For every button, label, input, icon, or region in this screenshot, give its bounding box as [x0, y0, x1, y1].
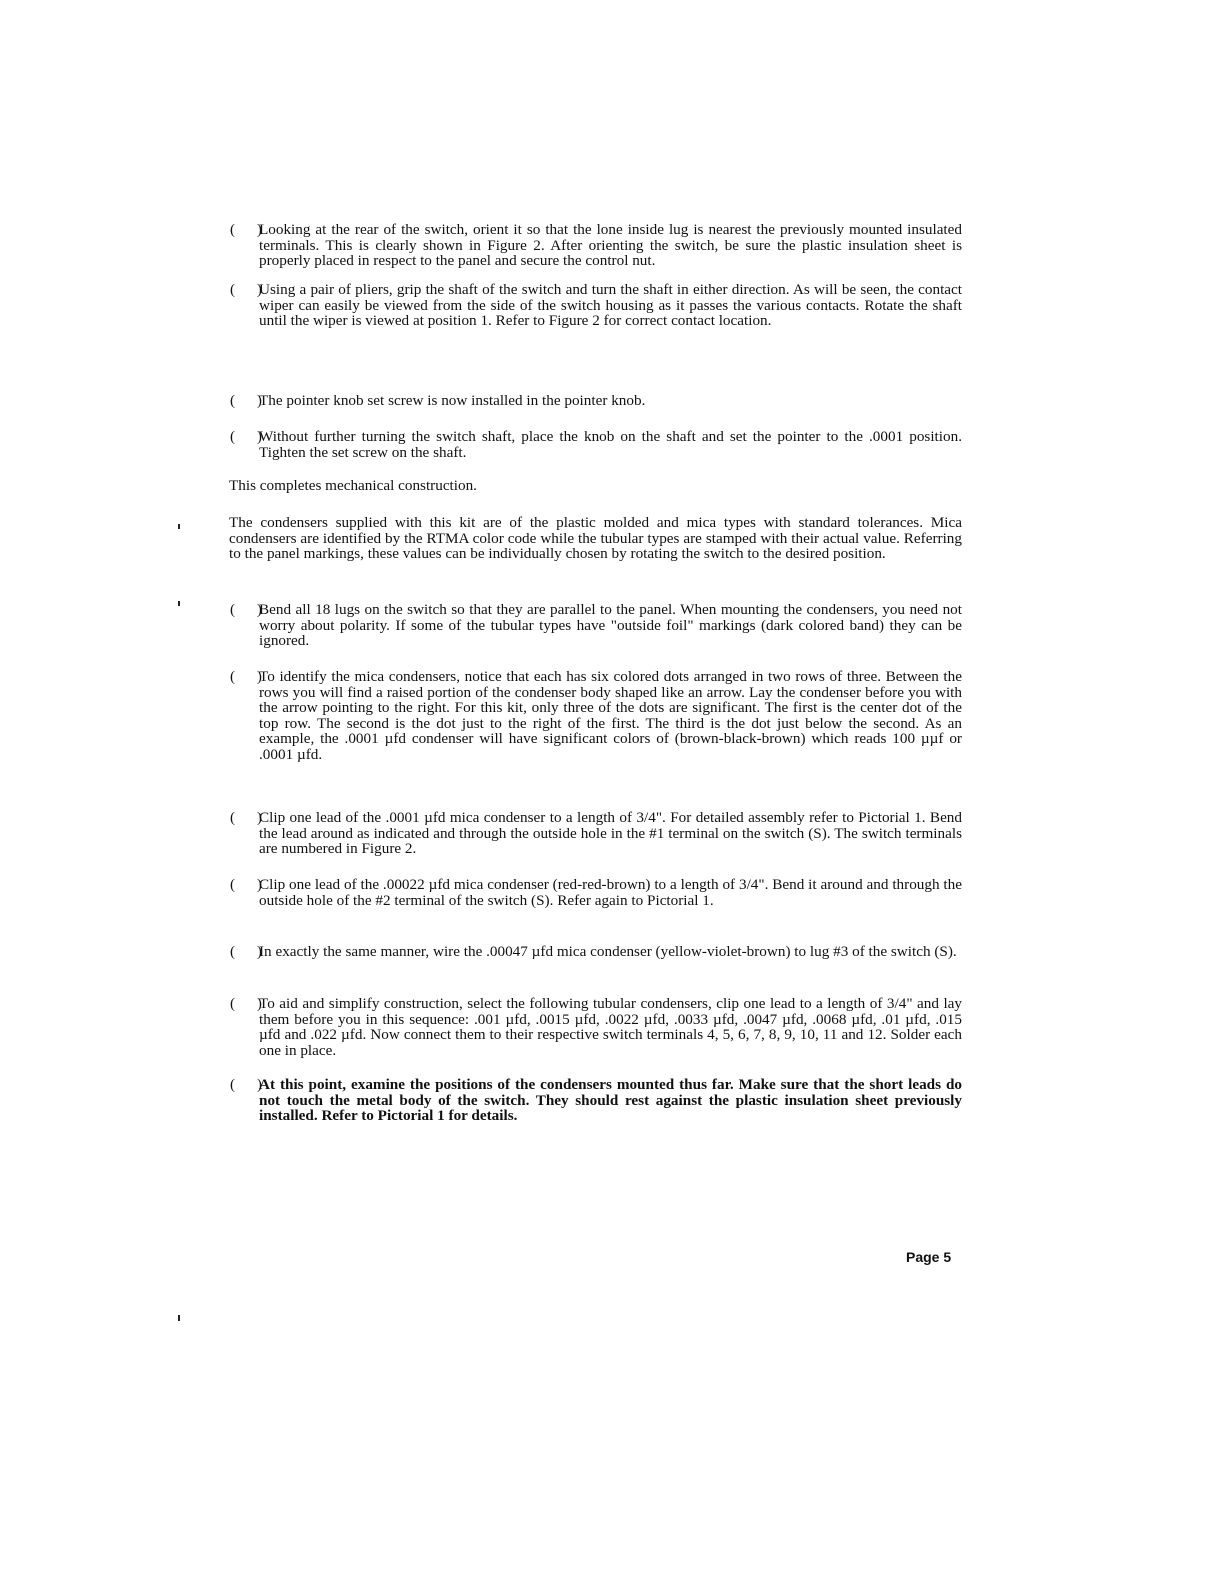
- step-checkbox[interactable]: ( ): [230, 221, 271, 238]
- step-text: To identify the mica condensers, notice that each has six colored dots arranged in two rows of three. Between the rows you will find a raised portion of the condenser body shaped like an arrow. Lay the condenser before you with the arrow pointing to the right. For this kit, only three of the dots are significant. The first is the center dot of the top row. The second is the dot just to the right of the first. The third is the dot just below the second. As an example, the .0001 µfd condenser will have significant colors of (brown-black-brown) which reads 100 µµf or .0001 µfd.: [259, 668, 962, 763]
- page-number: Page 5: [906, 1249, 952, 1265]
- step-wire-00047: [230, 944, 962, 960]
- step-checkbox[interactable]: ( ): [230, 668, 271, 685]
- step-checkbox[interactable]: ( ): [230, 943, 271, 960]
- step-identify-mica: [230, 669, 962, 763]
- step-tubular-condensers: [230, 996, 962, 1058]
- step-clip-00022: [230, 877, 962, 908]
- step-clip-0001: [230, 810, 962, 857]
- step-text: Looking at the rear of the switch, orient it so that the lone inside lug is nearest the previously mounted insulated terminals. This is clearly shown in Figure 2. After orienting the switch, be sure the plastic insulation sheet is properly placed in respect to the panel and secure the control nut.: [259, 221, 962, 270]
- step-text: In exactly the same manner, wire the .00047 µfd mica condenser (yellow-violet-brown) to lug #3 of the switch (S).: [259, 943, 957, 960]
- scan-mark: [178, 1315, 180, 1321]
- paragraph-condensers: The condensers supplied with this kit are of the plastic molded and mica types with standard tolerances. Mica condensers are identified by the RTMA color code while the tubular types are stamped with their actual value. Referring to the panel markings, these values can be individually chosen by rotating the switch to the desired position.: [229, 514, 962, 563]
- step-orient-switch: [230, 222, 962, 269]
- step-text: The pointer knob set screw is now installed in the pointer knob.: [259, 392, 646, 409]
- step-checkbox[interactable]: ( ): [230, 995, 271, 1012]
- paragraph-completion: This completes mechanical construction.: [229, 477, 477, 494]
- step-checkbox[interactable]: ( ): [230, 1076, 271, 1093]
- step-text: Clip one lead of the .0001 µfd mica condenser to a length of 3/4". For detailed assembly refer to Pictorial 1. Bend the lead around as indicated and through the outside hole in the #1 terminal on the switch (S). The switch terminals are numbered in Figure 2.: [259, 809, 962, 858]
- step-checkbox[interactable]: ( ): [230, 876, 271, 893]
- step-checkbox[interactable]: ( ): [230, 601, 271, 618]
- step-checkbox[interactable]: ( ): [230, 809, 271, 826]
- step-bend-lugs: [230, 602, 962, 649]
- scan-mark: [178, 524, 180, 529]
- step-set-screw: [230, 393, 962, 409]
- step-checkbox[interactable]: ( ): [230, 428, 271, 445]
- step-checkbox[interactable]: ( ): [230, 392, 271, 409]
- scan-mark: [178, 601, 180, 606]
- step-checkbox[interactable]: ( ): [230, 281, 271, 298]
- step-text: Bend all 18 lugs on the switch so that they are parallel to the panel. When mounting the condensers, you need not worry about polarity. If some of the tubular types have "outside foil" markings (dark colored band) they can be ignored.: [259, 601, 962, 650]
- step-text: Without further turning the switch shaft, place the knob on the shaft and set the pointer to the .0001 position. Tighten the set screw on the shaft.: [259, 428, 962, 461]
- step-text: At this point, examine the positions of the condensers mounted thus far. Make sure that the short leads do not touch the metal body of the switch. They should rest against the plastic insulation sheet previously installed. Refer to Pictorial 1 for details.: [259, 1076, 962, 1125]
- step-rotate-shaft: [230, 282, 962, 329]
- step-text: To aid and simplify construction, select the following tubular condensers, clip one lead to a length of 3/4" and lay them before you in this sequence: .001 µfd, .0015 µfd, .0022 µfd, .0033 µfd, .0047 µfd, .0068 µfd, .01 µfd, .015 µfd and .022 µfd. Now connect them to their respective switch terminals 4, 5, 6, 7, 8, 9, 10, 11 and 12. Solder each one in place.: [259, 995, 962, 1059]
- step-place-knob: [230, 429, 962, 460]
- step-text: Using a pair of pliers, grip the shaft of the switch and turn the shaft in either direction. As will be seen, the contact wiper can easily be viewed from the side of the switch housing as it passes the various contacts. Rotate the shaft until the wiper is viewed at position 1. Refer to Figure 2 for correct contact location.: [259, 281, 962, 330]
- step-examine-positions: [230, 1077, 962, 1124]
- step-text: Clip one lead of the .00022 µfd mica condenser (red-red-brown) to a length of 3/4". Bend it around and through the outside hole of the #2 terminal of the switch (S). Refer again to Pictorial 1.: [259, 876, 962, 909]
